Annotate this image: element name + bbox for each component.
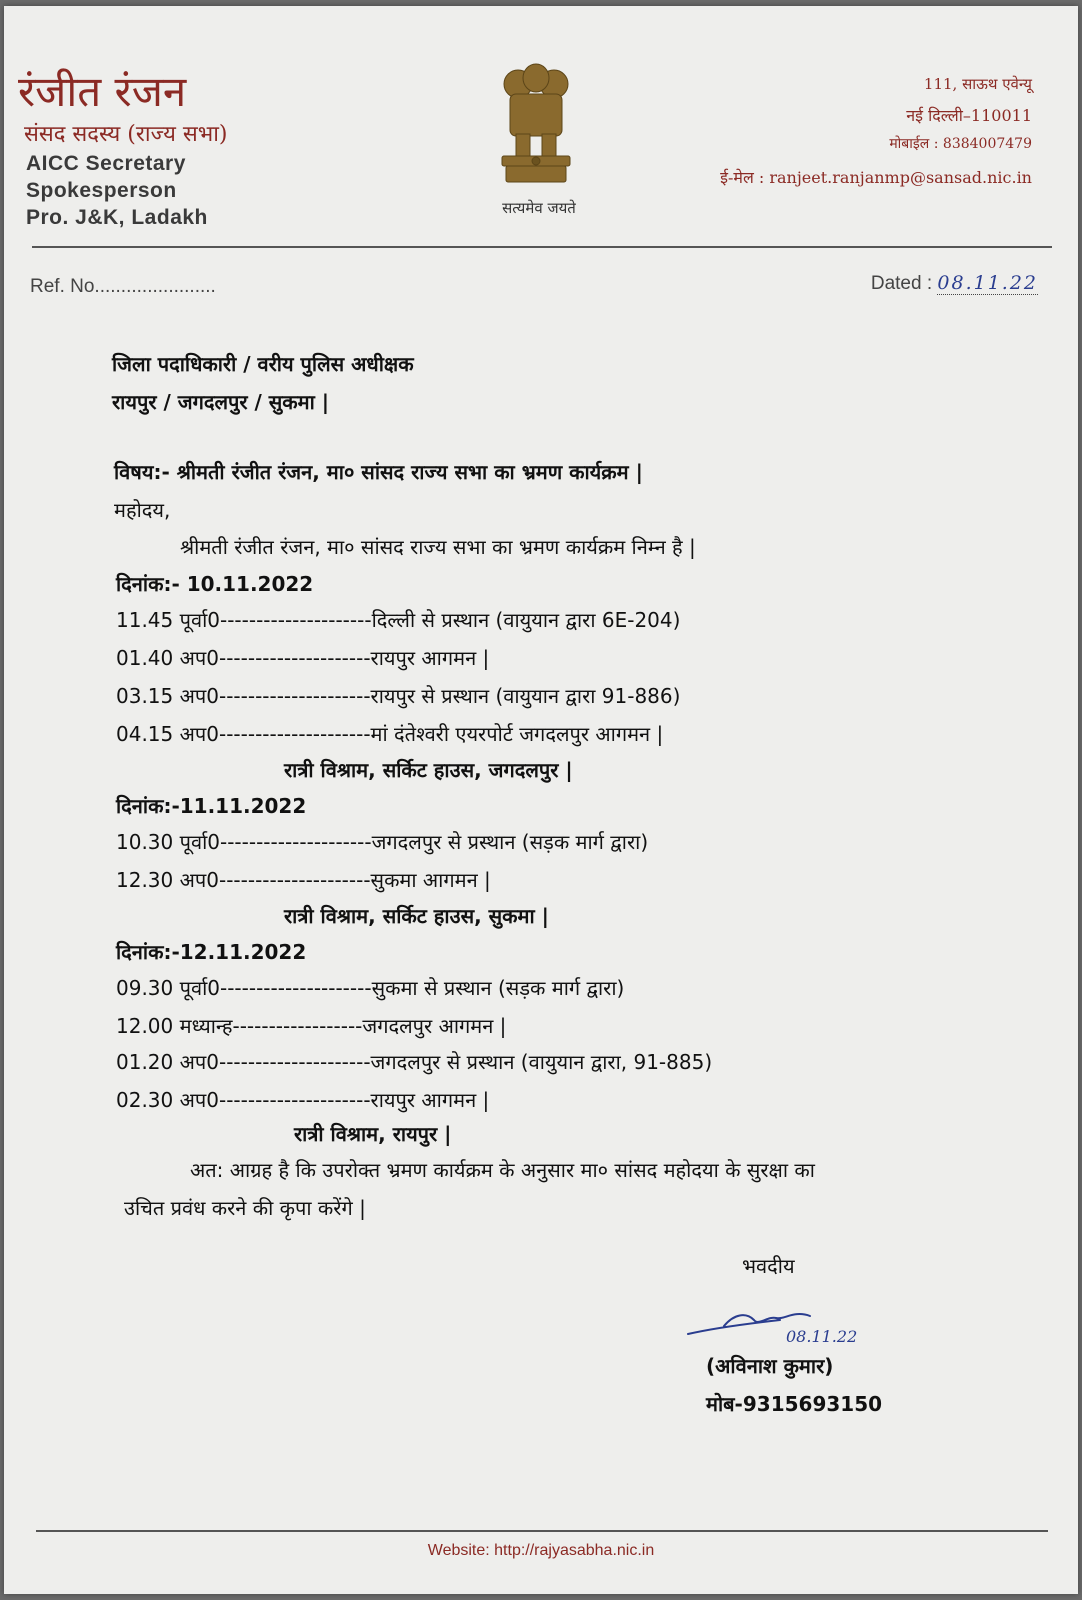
intro-line: श्रीमती रंजीत रंजन, मा० सांसद राज्य सभा का भ्रमण कार्यक्रम निम्न है |	[180, 535, 696, 559]
schedule-text: जगदलपुर आगमन |	[362, 1014, 507, 1038]
sender-role-1: AICC Secretary	[26, 152, 186, 175]
schedule-dash: ---------------------	[220, 830, 372, 854]
schedule-time: 12.30 अप0	[116, 868, 219, 892]
schedule-text: मां दंतेश्वरी एयरपोर्ट जगदलपुर आगमन |	[370, 722, 664, 746]
schedule-time: 12.00 मध्यान्ह	[116, 1014, 233, 1038]
day-date: दिनांक:-11.11.2022	[116, 794, 307, 818]
schedule-text: रायपुर आगमन |	[370, 646, 490, 670]
day-date: दिनांक:- 10.11.2022	[116, 572, 314, 596]
schedule-dash: ---------------------	[220, 976, 372, 1000]
national-emblem-icon	[488, 62, 584, 192]
salutation: महोदय,	[114, 498, 171, 522]
footer-divider	[36, 1530, 1048, 1532]
schedule-dash: ---------------------	[218, 646, 371, 670]
schedule-row	[116, 682, 680, 709]
dated-value: 08.11.22	[937, 272, 1038, 294]
schedule-dash: ---------------------	[218, 868, 371, 892]
closing: भवदीय	[742, 1254, 795, 1278]
signatory-name: (अविनाश कुमार)	[706, 1354, 834, 1378]
schedule-row	[116, 720, 663, 747]
request-line-1: अत: आग्रह है कि उपरोक्त भ्रमण कार्यक्रम के अनुसार मा० सांसद महोदया के सुरक्षा का	[190, 1158, 815, 1182]
request-line-2: उचित प्रवंध करने की कृपा करेंगे |	[124, 1196, 366, 1220]
mobile-number: मोबाईल : 8384007479	[889, 136, 1032, 152]
handwritten-signature	[684, 1306, 894, 1352]
schedule-dash: ------------------	[232, 1014, 363, 1038]
schedule-text: रायपुर आगमन |	[370, 1088, 490, 1112]
letter-page	[4, 6, 1078, 1594]
schedule-text: सुकमा आगमन |	[370, 868, 491, 892]
schedule-dash: ---------------------	[218, 684, 371, 708]
sender-role-2: Spokesperson	[26, 179, 177, 202]
dated-field	[871, 272, 1038, 295]
schedule-row	[116, 1012, 506, 1039]
schedule-text: रायपुर से प्रस्थान (वायुयान द्वारा 91-886)	[370, 684, 681, 708]
schedule-text: सुकमा से प्रस्थान (सड़क मार्ग द्वारा)	[371, 976, 625, 1000]
schedule-row	[116, 606, 680, 633]
sender-role-3: Pro. J&K, Ladakh	[26, 206, 208, 229]
sender-name: रंजीत रंजन	[18, 67, 187, 116]
address-line-2: नई दिल्ली–110011	[906, 106, 1032, 125]
sender-designation: संसद सदस्य (राज्य सभा)	[24, 122, 228, 147]
email-address: ई-मेल : ranjeet.ranjanmp@sansad.nic.in	[720, 168, 1032, 187]
night-rest: रात्री विश्राम, सर्किट हाउस, जगदलपुर |	[284, 758, 573, 782]
schedule-row	[116, 828, 648, 855]
schedule-row	[116, 1086, 489, 1113]
signature-date: 08.11.22	[786, 1327, 858, 1346]
emblem-motto: सत्यमेव जयते	[502, 199, 576, 217]
schedule-time: 09.30 पूर्वा0	[116, 976, 220, 1000]
schedule-text: जगदलपुर से प्रस्थान (सड़क मार्ग द्वारा)	[371, 830, 649, 854]
subject-line: विषय:- श्रीमती रंजीत रंजन, मा० सांसद राज्य सभा का भ्रमण कार्यक्रम |	[114, 460, 643, 484]
schedule-dash: ---------------------	[218, 722, 371, 746]
dated-label: Dated :	[870, 273, 938, 294]
signatory-mobile: मोब-9315693150	[706, 1392, 883, 1416]
schedule-dash: ---------------------	[218, 1050, 371, 1074]
schedule-row	[116, 644, 489, 671]
schedule-row	[116, 1048, 712, 1075]
reference-number: Ref. No.......................	[30, 276, 216, 297]
schedule-time: 01.40 अप0	[116, 646, 219, 670]
schedule-row	[116, 866, 491, 893]
schedule-text: जगदलपुर से प्रस्थान (वायुयान द्वारा, 91-885)	[370, 1050, 713, 1074]
footer-website: Website: http://rajyasabha.nic.in	[427, 1542, 655, 1559]
schedule-time: 04.15 अप0	[116, 722, 219, 746]
schedule-row	[116, 974, 624, 1001]
night-rest: रात्री विश्राम, रायपुर |	[294, 1122, 452, 1146]
day-date: दिनांक:-12.11.2022	[116, 940, 307, 964]
addressee-line-2: रायपुर / जगदलपुर / सुकमा |	[112, 390, 330, 414]
addressee-line-1: जिला पदाधिकारी / वरीय पुलिस अधीक्षक	[112, 352, 414, 376]
schedule-time: 11.45 पूर्वा0	[116, 608, 220, 632]
schedule-time: 03.15 अप0	[116, 684, 219, 708]
night-rest: रात्री विश्राम, सर्किट हाउस, सुकमा |	[284, 904, 549, 928]
schedule-dash: ---------------------	[220, 608, 372, 632]
header-divider	[32, 246, 1052, 248]
schedule-dash: ---------------------	[218, 1088, 371, 1112]
schedule-text: दिल्ली से प्रस्थान (वायुयान द्वारा 6E-204)	[371, 608, 681, 632]
address-line-1: 111, साऊथ एवेन्यू	[923, 75, 1032, 93]
schedule-time: 02.30 अप0	[116, 1088, 219, 1112]
schedule-time: 10.30 पूर्वा0	[116, 830, 220, 854]
schedule-time: 01.20 अप0	[116, 1050, 219, 1074]
